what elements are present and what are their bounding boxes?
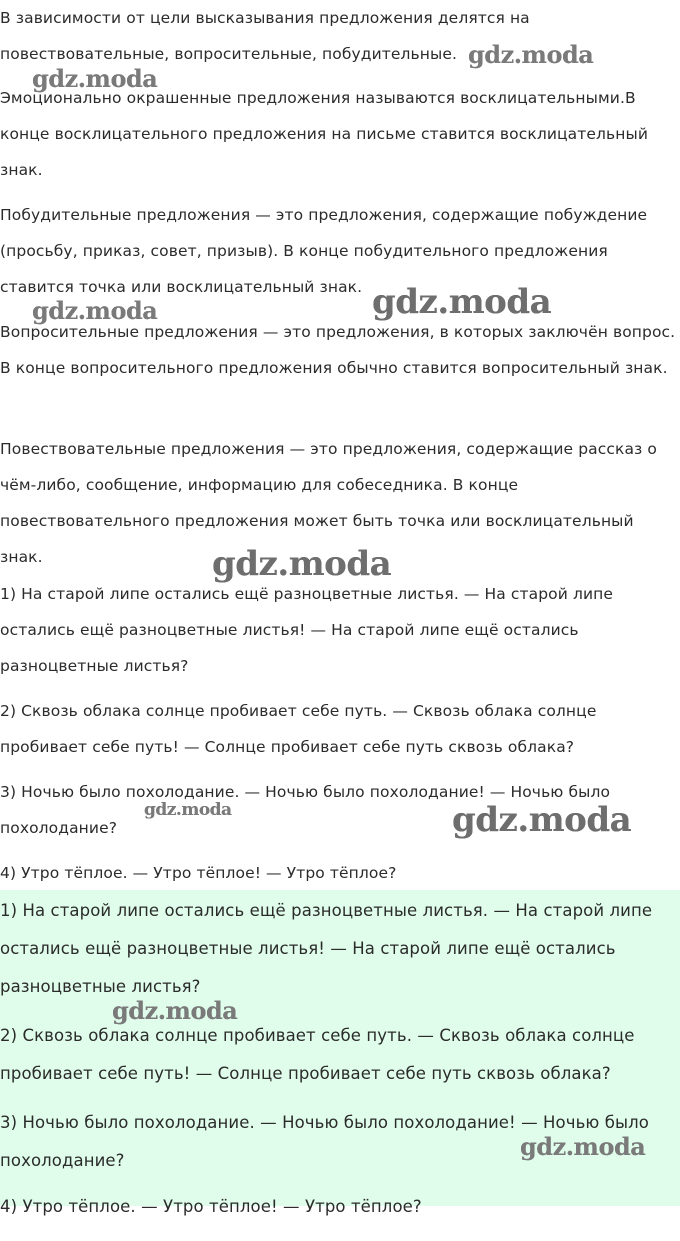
answer-box (0, 890, 680, 1216)
answer-item-3: 3) Ночью было похолодание. — Ночью было похолодание! — Ночью было похолодание? (0, 1113, 650, 1170)
watermark-logo: gdz.moda (452, 800, 632, 840)
watermark-logo: gdz.moda (32, 296, 158, 325)
answer-item-4: 4) Утро тёплое. — Утро тёплое! — Утро тёплое? (0, 1197, 422, 1216)
example-item-2: 2) Сквозь облака солнце пробивает себе путь. — Сквозь облака солнце пробивает себе путь! — Солнце пробивает себе путь сквозь облака? (0, 702, 597, 756)
watermark-logo: gdz.moda (32, 64, 158, 93)
paragraph-interrogative: Вопросительные предложения — это предложения, в которых заключён вопрос. В конце вопросительного предложения обычно ставится вопросительный знак. (0, 323, 676, 377)
paragraph-imperative: Побудительные предложения — это предложения, содержащие побуждение (просьбу, приказ, совет, призыв). В конце побудительного предложения ставится точка или восклицательный знак. (0, 206, 648, 296)
watermark-logo: gdz.moda (112, 996, 238, 1025)
watermark-logo: gdz.moda (468, 40, 594, 69)
paragraph-exclamatory: Эмоционально окрашенные предложения называются восклицательными.В конце восклицательного предложения на письме ставится восклицательный знак. (0, 89, 648, 179)
example-item-4: 4) Утро тёплое. — Утро тёплое! — Утро тёплое? (0, 864, 397, 882)
paragraph-sentence-types: В зависимости от цели высказывания предложения делятся на повествовательные, вопросительные, побудительные. (0, 9, 530, 63)
example-item-3: 3) Ночью было похолодание. — Ночью было похолодание! — Ночью было похолодание? (0, 783, 611, 837)
watermark-logo: gdz.moda (372, 282, 552, 322)
watermark-logo: gdz.moda (520, 1132, 646, 1161)
answer-item-1: 1) На старой липе остались ещё разноцветные листья. — На старой липе остались ещё разноцветные листья! — На старой липе ещё остались разноцветные листья? (0, 901, 653, 996)
answer-item-2: 2) Сквозь облака солнце пробивает себе путь. — Сквозь облака солнце пробивает себе путь! — Солнце пробивает себе путь сквозь облака? (0, 1026, 635, 1083)
example-item-1: 1) На старой липе остались ещё разноцветные листья. — На старой липе остались ещё разноцветные листья! — На старой липе ещё остались разноцветные листья? (0, 585, 614, 675)
watermark-logo: gdz.moda (212, 544, 392, 584)
watermark-logo: gdz.moda (144, 800, 232, 820)
paragraph-declarative: Повествовательные предложения — это предложения, содержащие рассказ о чём-либо, сообщение, информацию для собеседника. В конце повествовательного предложения может быть точка или восклицательный знак. (0, 440, 657, 566)
